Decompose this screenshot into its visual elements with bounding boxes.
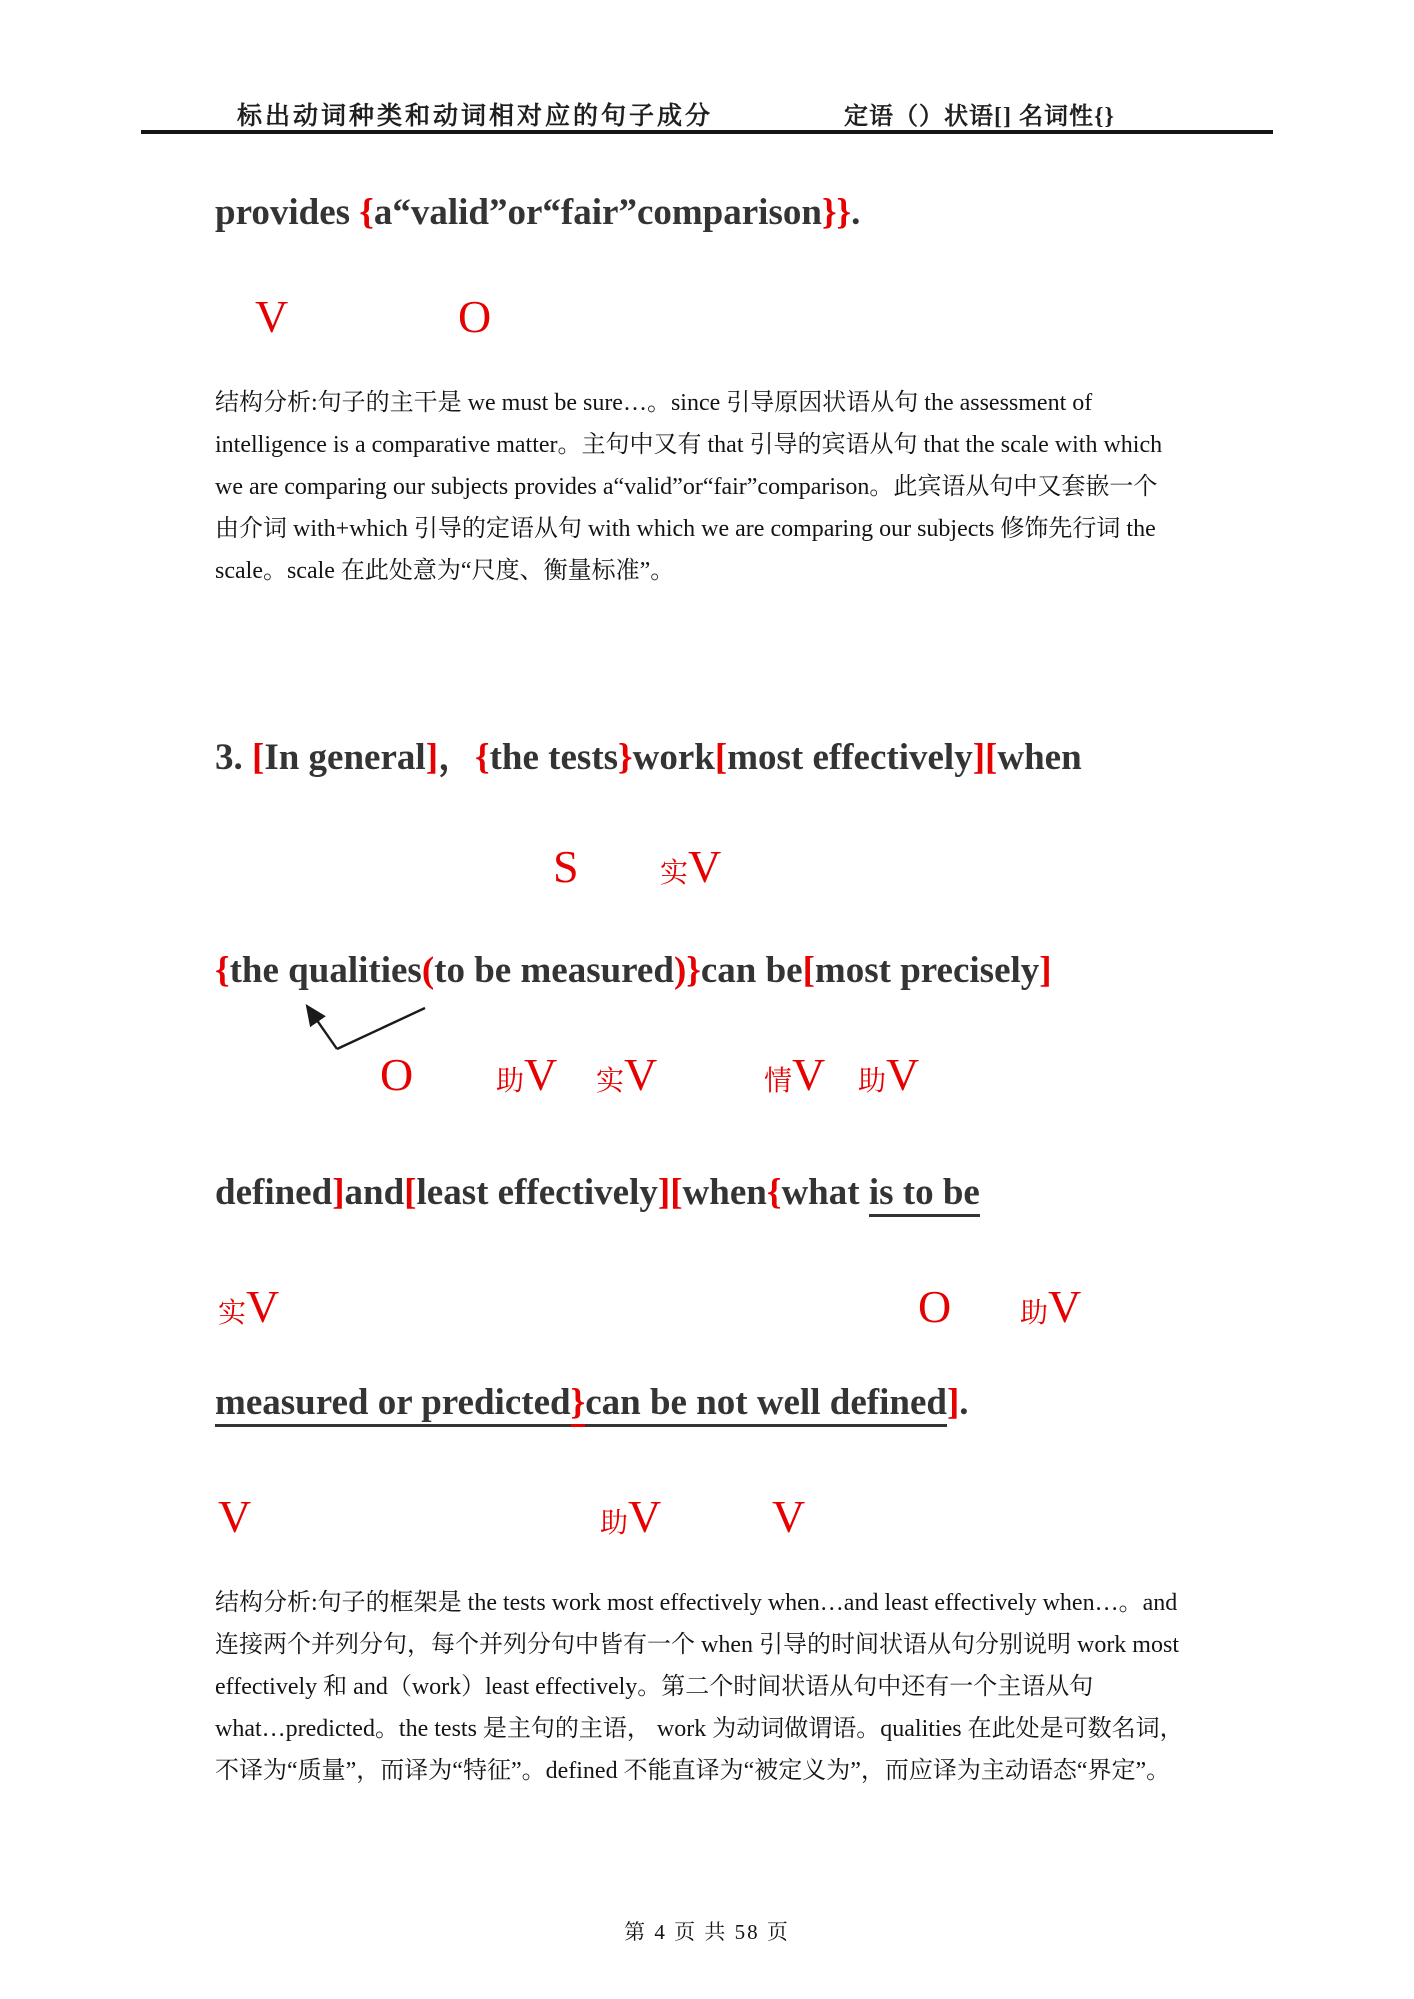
text-segment: work bbox=[632, 737, 715, 778]
text-segment: ( bbox=[421, 950, 435, 991]
text-segment: } bbox=[618, 737, 633, 778]
analysis-line: 结构分析:句子的框架是 the tests work most effectively when…and least effectively when…。and bbox=[215, 1590, 1178, 1616]
text-segment: to be measured bbox=[434, 950, 674, 991]
text-segment: { bbox=[475, 737, 490, 778]
text-segment: what bbox=[781, 1172, 869, 1213]
sentence-fragment-heading bbox=[215, 190, 860, 236]
text-segment: measured or predicted bbox=[215, 1382, 571, 1427]
page-number: 第 4 页 共 58 页 bbox=[624, 1920, 790, 1944]
label-cjk: 情 bbox=[764, 1066, 793, 1097]
sentence-3-line-4 bbox=[215, 1380, 969, 1426]
label-letter: V bbox=[1048, 1281, 1082, 1332]
text-segment: least effectively bbox=[416, 1172, 658, 1213]
grammar-label-v: V bbox=[772, 1491, 806, 1542]
analysis-line: what…predicted。the tests 是主句的主语， work 为动词做谓语。qualities 在此处是可数名词， bbox=[215, 1716, 1184, 1742]
label-letter: V bbox=[624, 1049, 658, 1100]
text-segment: can be bbox=[700, 950, 803, 991]
analysis-line: 结构分析:句子的主干是 we must be sure…。since 引导原因状语从句 the assessment of bbox=[215, 390, 1093, 416]
grammar-label-shi-v bbox=[218, 1282, 279, 1333]
annotation-arrow bbox=[280, 993, 450, 1057]
text-segment: is to be bbox=[869, 1172, 980, 1217]
label-cjk: 实 bbox=[218, 1298, 247, 1329]
text-segment: { bbox=[359, 192, 374, 233]
text-segment: the qualities bbox=[229, 950, 422, 991]
text-segment: ， bbox=[438, 737, 476, 778]
label-letter: V bbox=[886, 1049, 920, 1100]
grammar-label-shi-v bbox=[596, 1050, 657, 1101]
text-segment: provides bbox=[215, 192, 360, 233]
label-cjk: 实 bbox=[596, 1066, 625, 1097]
text-segment: . bbox=[959, 1382, 969, 1423]
grammar-label-row-s bbox=[0, 842, 1414, 898]
label-letter: V bbox=[246, 1281, 280, 1332]
analysis-paragraph-2 bbox=[215, 1582, 1215, 1792]
grammar-label-qing-v bbox=[764, 1050, 825, 1101]
label-cjk: 助 bbox=[1020, 1298, 1049, 1329]
text-segment: }} bbox=[821, 192, 852, 233]
grammar-label-zhu-v bbox=[496, 1050, 557, 1101]
grammar-label-row-sv bbox=[0, 1282, 1414, 1338]
text-segment: when bbox=[682, 1172, 767, 1213]
sentence-3-line-1 bbox=[215, 735, 1082, 781]
label-letter: V bbox=[628, 1491, 662, 1542]
analysis-line: effectively 和 and（work）least effectively。第二个时间状语从句中还有一个主语从句 bbox=[215, 1674, 1094, 1700]
label-cjk: 助 bbox=[858, 1066, 887, 1097]
text-segment: and bbox=[344, 1172, 405, 1213]
grammar-label-o: O bbox=[918, 1281, 952, 1332]
text-segment: } bbox=[571, 1382, 586, 1427]
analysis-line: 不译为“质量”，而译为“特征”。defined 不能直译为“被定义为”，而应译为主动语态“界定”。 bbox=[215, 1758, 1171, 1784]
text-segment: [ bbox=[670, 1172, 683, 1213]
sentence-3-line-2 bbox=[215, 948, 1052, 994]
grammar-label-o: O bbox=[458, 291, 492, 342]
text-segment: [ bbox=[802, 950, 815, 991]
analysis-line: we are comparing our subjects provides a“valid”or“fair”comparison。此宾语从句中又套嵌一个 bbox=[215, 474, 1158, 500]
text-segment: { bbox=[215, 950, 230, 991]
grammar-label-o: O bbox=[380, 1049, 414, 1100]
analysis-line: 连接两个并列分句，每个并列分句中皆有一个 when 引导的时间状语从句分别说明 work most bbox=[215, 1632, 1179, 1658]
text-segment: [ bbox=[714, 737, 728, 778]
text-segment: { bbox=[766, 1172, 782, 1213]
text-segment: ] bbox=[972, 737, 986, 778]
text-segment: a“valid”or“fair”comparison bbox=[373, 192, 822, 233]
text-segment: [ bbox=[252, 737, 265, 778]
header-rule bbox=[141, 130, 1273, 134]
label-letter: V bbox=[792, 1049, 826, 1100]
text-segment: ] bbox=[946, 1382, 960, 1423]
grammar-label-row-o bbox=[0, 1050, 1414, 1106]
text-segment: can be not well defined bbox=[585, 1382, 947, 1427]
grammar-label-v: V bbox=[255, 291, 289, 342]
text-segment: )} bbox=[673, 950, 701, 991]
text-segment: ] bbox=[425, 737, 439, 778]
text-segment: . bbox=[851, 192, 861, 233]
text-segment: [ bbox=[985, 737, 998, 778]
analysis-paragraph-1 bbox=[215, 382, 1215, 592]
analysis-line: scale。scale 在此处意为“尺度、衡量标准”。 bbox=[215, 558, 675, 584]
header-left-title: 标出动词种类和动词相对应的句子成分 bbox=[237, 103, 714, 130]
sentence-3-line-3 bbox=[215, 1170, 980, 1216]
label-cjk: 助 bbox=[496, 1066, 525, 1097]
grammar-label-zhu-v bbox=[1020, 1282, 1081, 1333]
label-letter: V bbox=[688, 841, 722, 892]
text-segment: ] bbox=[332, 1172, 345, 1213]
grammar-label-shi-v bbox=[660, 842, 721, 893]
label-cjk: 实 bbox=[660, 858, 689, 889]
text-segment: ] bbox=[657, 1172, 671, 1213]
grammar-label-v: V bbox=[218, 1491, 252, 1542]
label-letter: V bbox=[524, 1049, 558, 1100]
analysis-line: intelligence is a comparative matter。主句中又有 that 引导的宾语从句 that the scale with which bbox=[215, 432, 1163, 458]
text-segment: most effectively bbox=[727, 737, 973, 778]
text-segment: ] bbox=[1039, 950, 1052, 991]
grammar-label-zhu-v bbox=[858, 1050, 919, 1101]
text-segment: the tests bbox=[489, 737, 619, 778]
text-segment: when bbox=[997, 737, 1082, 778]
grammar-label-row-v bbox=[0, 1492, 1414, 1548]
text-segment: defined bbox=[215, 1172, 333, 1213]
grammar-label-s: S bbox=[553, 841, 579, 892]
text-segment: [ bbox=[404, 1172, 417, 1213]
analysis-line: 由介词 with+which 引导的定语从句 with which we are comparing our subjects 修饰先行词 the bbox=[215, 516, 1156, 542]
text-segment: most precisely bbox=[814, 950, 1040, 991]
grammar-label-zhu-v bbox=[600, 1492, 661, 1543]
header-right-legend: 定语（）状语[] 名词性{} bbox=[844, 104, 1115, 130]
text-segment: In general bbox=[264, 737, 426, 778]
grammar-label-row-vo bbox=[0, 292, 1414, 348]
label-cjk: 助 bbox=[600, 1508, 629, 1539]
text-segment: 3. bbox=[215, 737, 252, 778]
